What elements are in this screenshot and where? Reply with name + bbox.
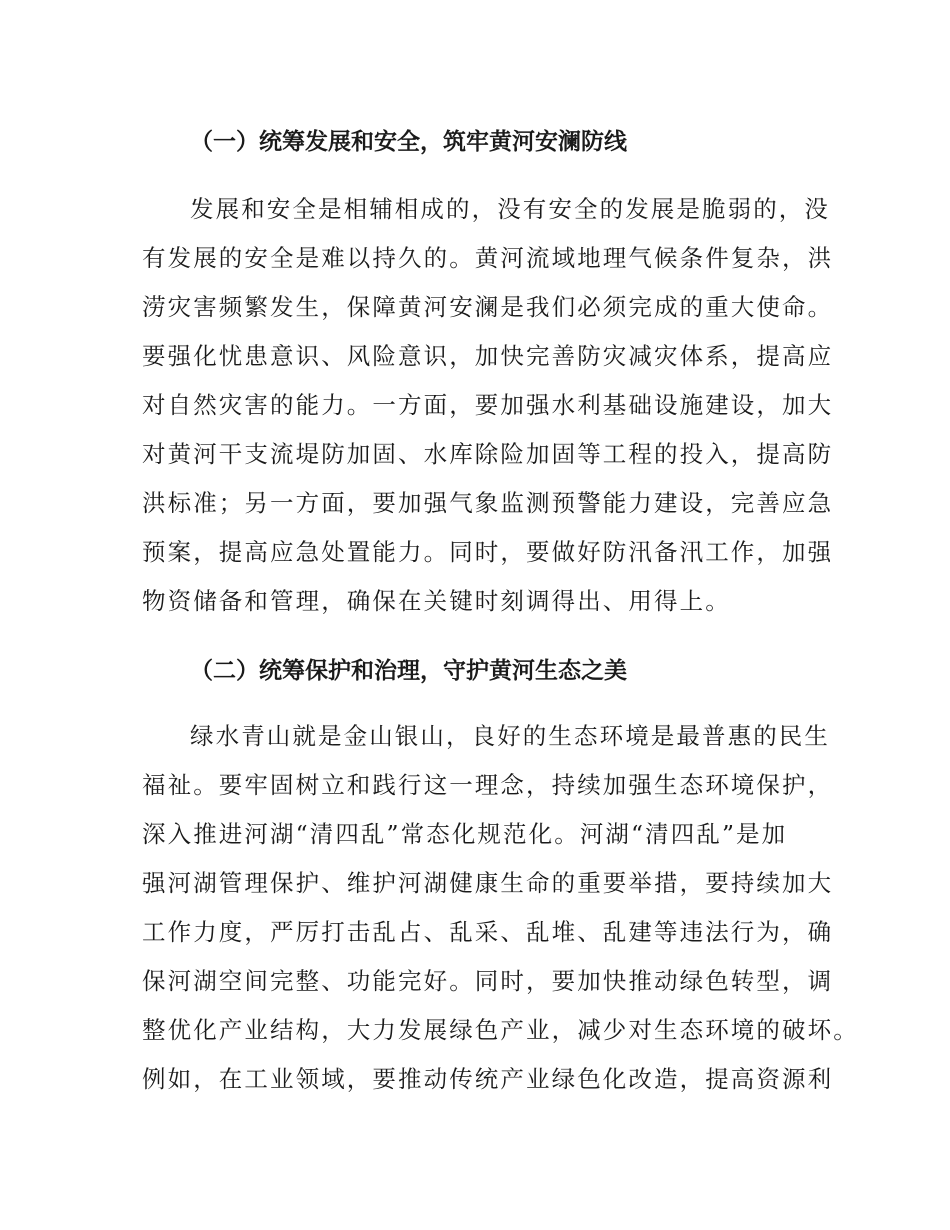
section-2-line-6: 保河湖空间完整、功能完好。同时，要加快推动绿色转型，调 bbox=[142, 967, 834, 995]
section-2-line-5: 工作力度，严厉打击乱占、乱采、乱堆、乱建等违法行为，确 bbox=[142, 918, 834, 946]
section-1-line-1: 发展和安全是相辅相成的，没有安全的发展是脆弱的，没 bbox=[190, 195, 830, 223]
section-1-line-8: 预案，提高应急处置能力。同时，要做好防汛备汛工作，加强 bbox=[142, 538, 834, 566]
section-2-heading: （二）统筹保护和治理，守护黄河生态之美 bbox=[190, 658, 627, 684]
section-2-line-1: 绿水青山就是金山银山，良好的生态环境是最普惠的民生 bbox=[190, 722, 830, 750]
section-1-line-4: 要强化忧患意识、风险意识，加快完善防灾减灾体系，提高应 bbox=[142, 342, 834, 370]
section-1-line-5: 对自然灾害的能力。一方面，要加强水利基础设施建设，加大 bbox=[142, 391, 834, 419]
section-1-line-3: 涝灾害频繁发生，保障黄河安澜是我们必须完成的重大使命。 bbox=[142, 293, 834, 321]
section-2-line-2: 福祉。要牢固树立和践行这一理念，持续加强生态环境保护， bbox=[142, 771, 834, 799]
section-1-heading: （一）统筹发展和安全，筑牢黄河安澜防线 bbox=[190, 129, 627, 155]
section-1-line-7: 洪标准；另一方面，要加强气象监测预警能力建设，完善应急 bbox=[142, 489, 834, 517]
section-2-line-7: 整优化产业结构，大力发展绿色产业，减少对生态环境的破坏。 bbox=[142, 1016, 859, 1044]
section-2-line-3: 深入推进河湖“清四乱”常态化规范化。河湖“清四乱”是加 bbox=[142, 820, 788, 848]
section-1-line-2: 有发展的安全是难以持久的。黄河流域地理气候条件复杂，洪 bbox=[142, 244, 834, 272]
section-1-line-6: 对黄河干支流堤防加固、水库除险加固等工程的投入，提高防 bbox=[142, 440, 834, 468]
section-2-line-4: 强河湖管理保护、维护河湖健康生命的重要举措，要持续加大 bbox=[142, 869, 834, 897]
section-2-line-8: 例如，在工业领域，要推动传统产业绿色化改造，提高资源利 bbox=[142, 1065, 834, 1093]
section-1-line-9: 物资储备和管理，确保在关键时刻调得出、用得上。 bbox=[142, 587, 731, 615]
